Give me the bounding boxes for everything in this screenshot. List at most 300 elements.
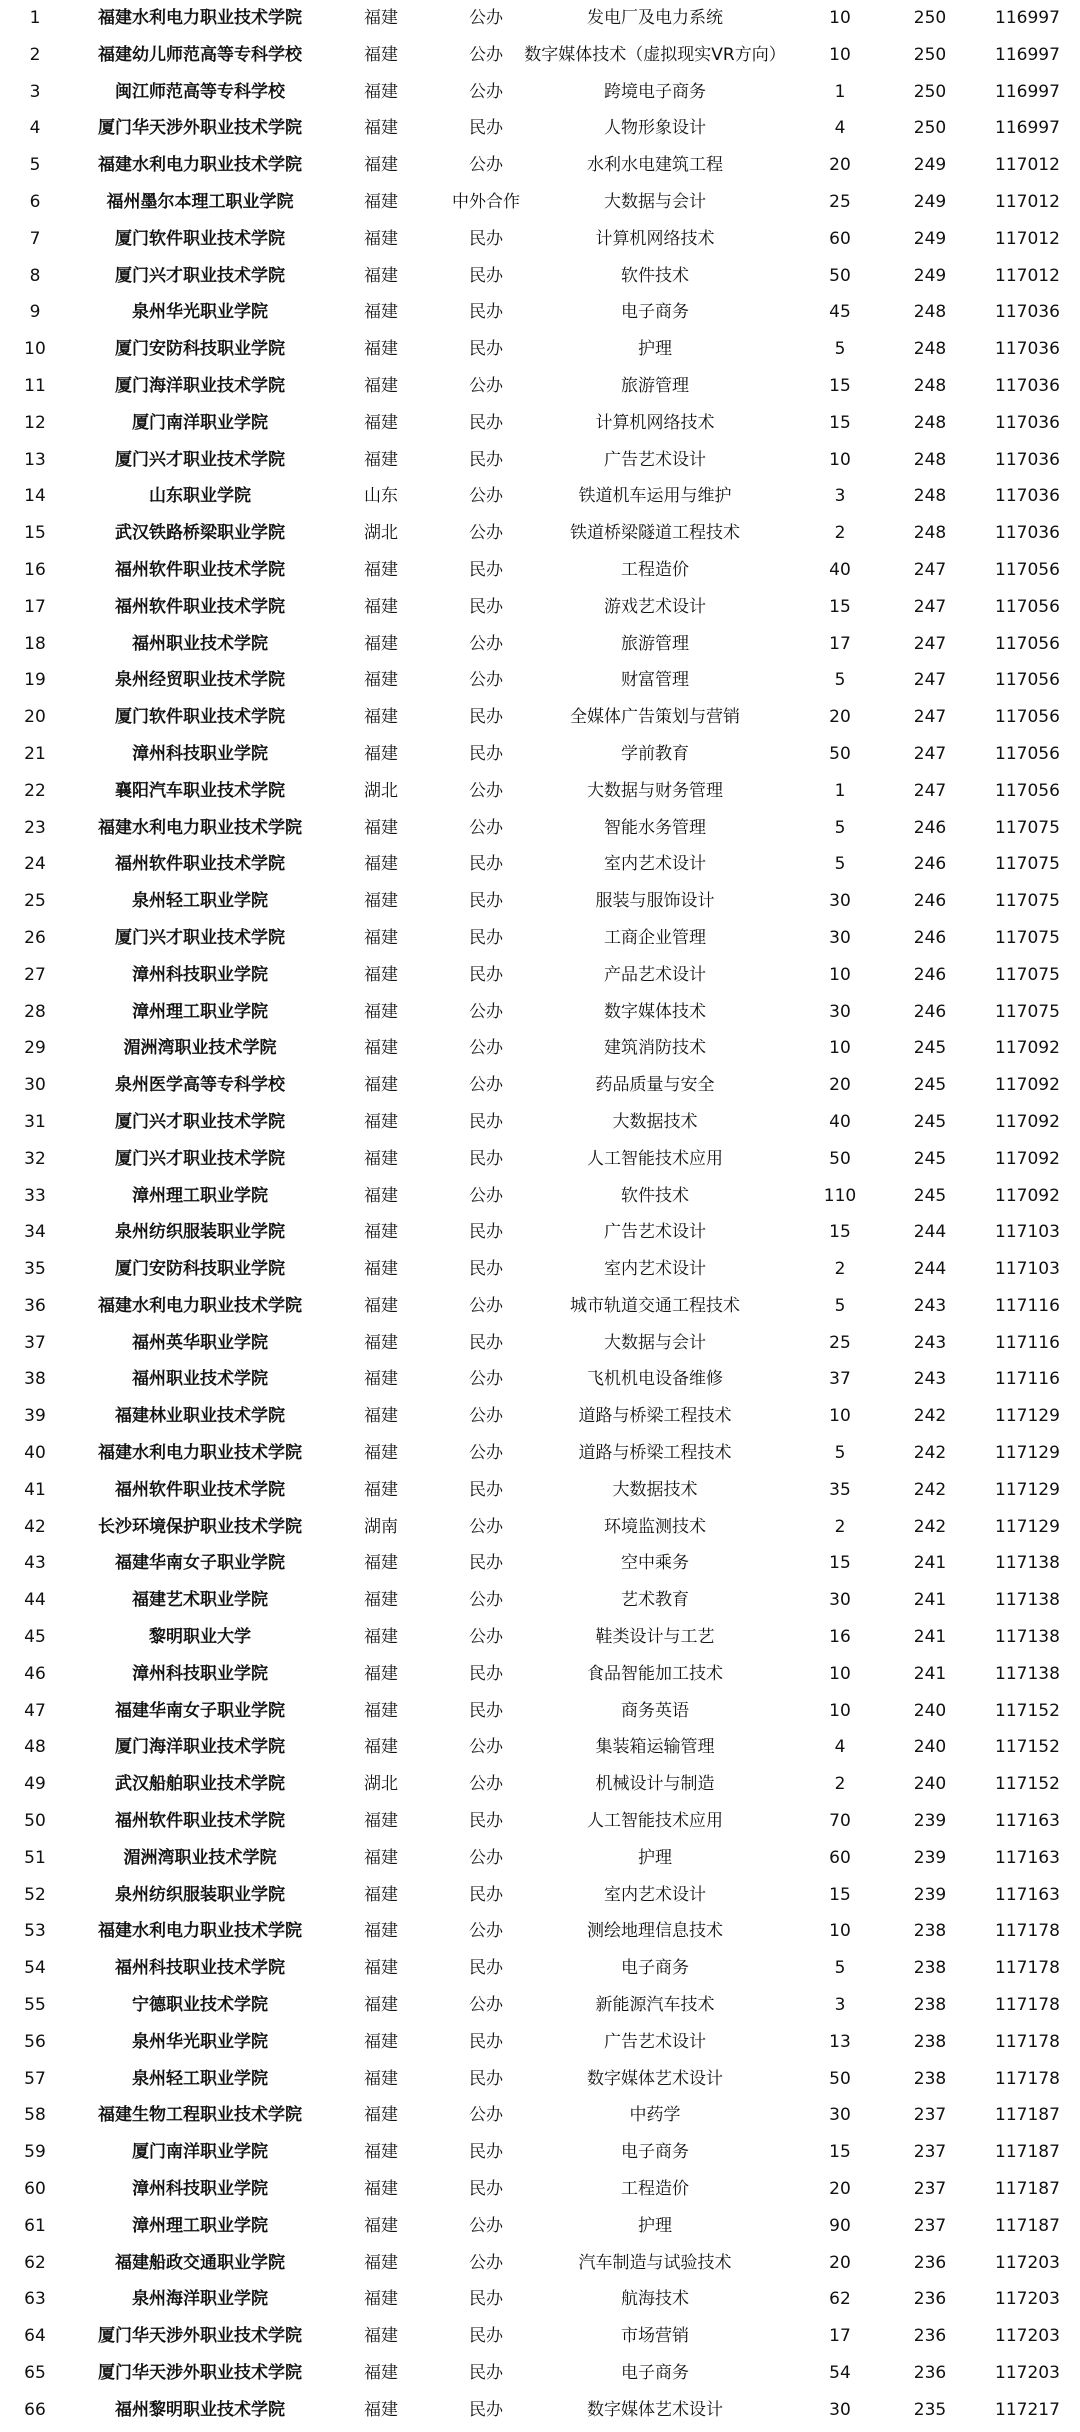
min-rank: 117075 [995,891,1060,912]
school-type: 公办 [469,1737,503,1758]
table-row [0,736,1080,773]
plan-count: 4 [834,1737,846,1758]
plan-count: 5 [834,670,846,691]
province: 福建 [364,8,398,28]
province: 福建 [364,1075,398,1096]
province: 山东 [364,486,398,507]
school-name: 武汉船舶职业技术学院 [115,1774,285,1795]
min-rank: 117036 [995,302,1060,323]
min-rank: 117178 [995,1958,1060,1979]
plan-count: 30 [829,1590,851,1611]
major-name: 城市轨道交通工程技术 [570,1295,740,1316]
school-type: 民办 [469,2179,503,2200]
min-rank: 117092 [995,1148,1060,1169]
table-row [0,1729,1080,1766]
table-row [0,994,1080,1031]
major-name: 工程造价 [621,2179,689,2200]
table-row [0,110,1080,147]
min-rank: 117129 [995,1406,1060,1427]
min-rank: 117116 [995,1295,1060,1316]
province: 福建 [364,1627,398,1648]
school-type: 民办 [469,2326,503,2347]
row-index: 6 [29,191,41,212]
table-row [0,1545,1080,1582]
plan-count: 40 [829,559,851,580]
min-rank: 117129 [995,1479,1060,1500]
min-score: 238 [913,1958,947,1979]
table-row [0,1435,1080,1472]
plan-count: 3 [834,1995,846,2016]
plan-count: 10 [829,1700,851,1721]
table-row [0,1251,1080,1288]
school-type: 民办 [469,449,503,470]
major-name: 计算机网络技术 [595,412,715,433]
province: 福建 [364,596,398,617]
school-name: 湄洲湾职业技术学院 [123,1038,277,1059]
province: 福建 [364,854,398,875]
school-name: 漳州科技职业学院 [132,1663,268,1684]
major-name: 室内艺术设计 [604,1259,706,1280]
major-name: 空中乘务 [621,1553,689,1574]
plan-count: 2 [834,1259,846,1280]
major-name: 数字媒体技术 [604,1001,706,1022]
min-score: 238 [913,2068,947,2089]
row-index: 17 [24,596,46,617]
min-score: 236 [913,2289,947,2310]
table-row [0,552,1080,589]
row-index: 19 [24,670,46,691]
min-score: 240 [913,1774,947,1795]
min-rank: 117056 [995,596,1060,617]
row-index: 12 [24,412,46,433]
province: 福建 [364,1847,398,1868]
school-name: 泉州纺织服装职业学院 [115,1884,285,1905]
table-row [0,331,1080,368]
province: 福建 [364,2068,398,2089]
school-name: 福建船政交通职业学院 [115,2252,285,2273]
table-row [0,1214,1080,1251]
table-row [0,1693,1080,1730]
min-rank: 117036 [995,412,1060,433]
row-index: 59 [24,2142,46,2163]
min-score: 249 [913,191,947,212]
table-row [0,1178,1080,1215]
row-index: 10 [24,339,46,360]
major-name: 人工智能技术应用 [587,1148,723,1169]
school-name: 漳州科技职业学院 [132,743,268,764]
table-row [0,2097,1080,2134]
row-index: 11 [24,375,46,396]
major-name: 中药学 [629,2105,681,2126]
min-score: 240 [913,1737,947,1758]
school-type: 民办 [469,1222,503,1243]
row-index: 8 [29,265,41,286]
plan-count: 20 [829,707,851,728]
row-index: 18 [24,633,46,654]
table-row [0,258,1080,295]
school-name: 福州墨尔本理工职业学院 [106,191,294,212]
min-rank: 117056 [995,743,1060,764]
school-name: 福州职业技术学院 [132,1369,268,1390]
row-index: 50 [24,1811,46,1832]
row-index: 61 [24,2215,46,2236]
school-type: 民办 [469,1111,503,1132]
min-score: 245 [913,1148,947,1169]
min-score: 250 [913,118,947,139]
plan-count: 50 [829,2068,851,2089]
min-score: 241 [913,1663,947,1684]
school-type: 民办 [469,2399,503,2420]
plan-count: 30 [829,891,851,912]
school-name: 福建林业职业技术学院 [115,1406,285,1427]
province: 福建 [364,559,398,580]
major-name: 广告艺术设计 [604,1222,706,1243]
min-score: 236 [913,2326,947,2347]
major-name: 电子商务 [621,302,689,323]
row-index: 41 [24,1479,46,1500]
school-name: 福州软件职业技术学院 [115,559,285,580]
major-name: 人物形象设计 [604,118,706,139]
province: 福建 [364,1111,398,1132]
school-type: 公办 [469,1921,503,1942]
row-index: 9 [29,302,41,323]
table-row [0,1361,1080,1398]
row-index: 3 [29,81,41,102]
school-name: 泉州轻工职业学院 [132,2068,268,2089]
plan-count: 5 [834,1295,846,1316]
table-row [0,0,1080,37]
school-type: 公办 [469,817,503,838]
major-name: 数字媒体艺术设计 [587,2399,723,2420]
province: 福建 [364,1443,398,1464]
major-name: 护理 [638,1847,672,1868]
school-name: 福州科技职业技术学院 [115,1958,285,1979]
table-row [0,1619,1080,1656]
table-row [0,2392,1080,2429]
province: 福建 [364,81,398,102]
school-type: 公办 [469,1995,503,2016]
min-score: 246 [913,1001,947,1022]
major-name: 环境监测技术 [604,1516,706,1537]
school-type: 民办 [469,854,503,875]
table-row [0,1987,1080,2024]
province: 福建 [364,302,398,323]
school-name: 厦门安防科技职业学院 [115,1259,285,1280]
school-name: 泉州经贸职业技术学院 [115,670,285,691]
province: 福建 [364,1332,398,1353]
major-name: 新能源汽车技术 [595,1995,715,2016]
school-type: 公办 [469,670,503,691]
row-index: 27 [24,964,46,985]
table-row [0,1766,1080,1803]
school-type: 民办 [469,228,503,249]
row-index: 66 [24,2399,46,2420]
province: 福建 [364,412,398,433]
school-name: 襄阳汽车职业技术学院 [115,780,285,801]
school-type: 公办 [469,1185,503,1206]
plan-count: 25 [829,191,851,212]
major-name: 道路与桥梁工程技术 [578,1443,732,1464]
table-row [0,2245,1080,2282]
min-rank: 117138 [995,1663,1060,1684]
plan-count: 54 [829,2363,851,2383]
school-type: 公办 [469,1001,503,1022]
table-row [0,368,1080,405]
major-name: 旅游管理 [621,375,689,396]
plan-count: 10 [829,1038,851,1059]
row-index: 49 [24,1774,46,1795]
plan-count: 30 [829,1001,851,1022]
major-name: 道路与桥梁工程技术 [578,1406,732,1427]
plan-count: 16 [829,1627,851,1648]
plan-count: 17 [829,2326,851,2347]
plan-count: 40 [829,1111,851,1132]
school-name: 山东职业学院 [149,486,251,507]
min-rank: 117187 [995,2105,1060,2126]
min-rank: 117012 [995,191,1060,212]
min-rank: 117092 [995,1111,1060,1132]
plan-count: 45 [829,302,851,323]
school-type: 公办 [469,155,503,176]
school-name: 厦门海洋职业技术学院 [115,1737,285,1758]
table-row [0,478,1080,515]
min-score: 239 [913,1847,947,1868]
school-type: 公办 [469,1406,503,1427]
major-name: 计算机网络技术 [595,228,715,249]
school-name: 湄洲湾职业技术学院 [123,1847,277,1868]
major-name: 汽车制造与试验技术 [578,2252,732,2273]
plan-count: 30 [829,2105,851,2126]
major-name: 商务英语 [621,1700,689,1721]
major-name: 发电厂及电力系统 [587,8,723,28]
row-index: 25 [24,891,46,912]
major-name: 产品艺术设计 [604,964,706,985]
plan-count: 17 [829,633,851,654]
province: 福建 [364,891,398,912]
major-name: 跨境电子商务 [604,81,706,102]
row-index: 7 [29,228,41,249]
major-name: 药品质量与安全 [595,1075,715,1096]
plan-count: 1 [834,81,846,102]
school-name: 福建艺术职业学院 [132,1590,268,1611]
min-rank: 117012 [995,155,1060,176]
major-name: 工商企业管理 [604,927,706,948]
min-rank: 117203 [995,2326,1060,2347]
min-rank: 117012 [995,265,1060,286]
min-score: 242 [913,1443,947,1464]
school-type: 民办 [469,1479,503,1500]
table-row [0,773,1080,810]
row-index: 14 [24,486,46,507]
school-type: 民办 [469,1700,503,1721]
row-index: 53 [24,1921,46,1942]
row-index: 44 [24,1590,46,1611]
school-type: 民办 [469,927,503,948]
province: 湖北 [364,1774,398,1795]
min-score: 248 [913,375,947,396]
table-row [0,1656,1080,1693]
school-type: 公办 [469,523,503,544]
plan-count: 4 [834,118,846,139]
min-score: 247 [913,670,947,691]
school-type: 公办 [469,1627,503,1648]
min-rank: 117152 [995,1737,1060,1758]
province: 福建 [364,707,398,728]
row-index: 39 [24,1406,46,1427]
row-index: 20 [24,707,46,728]
school-type: 民办 [469,1148,503,1169]
province: 福建 [364,2142,398,2163]
school-type: 民办 [469,596,503,617]
min-rank: 117103 [995,1222,1060,1243]
min-score: 247 [913,743,947,764]
plan-count: 10 [829,449,851,470]
min-score: 247 [913,707,947,728]
province: 福建 [364,1369,398,1390]
row-index: 55 [24,1995,46,2016]
min-score: 236 [913,2363,947,2383]
major-name: 大数据技术 [612,1111,698,1132]
table-row [0,2318,1080,2355]
school-type: 民办 [469,412,503,433]
min-score: 240 [913,1700,947,1721]
school-type: 民办 [469,1332,503,1353]
school-name: 泉州华光职业学院 [132,302,268,323]
school-type: 公办 [469,1516,503,1537]
plan-count: 13 [829,2031,851,2052]
major-name: 软件技术 [621,265,689,286]
province: 湖北 [364,523,398,544]
school-type: 民办 [469,2068,503,2089]
school-type: 民办 [469,2142,503,2163]
min-score: 241 [913,1553,947,1574]
major-name: 飞机机电设备维修 [587,1369,723,1390]
min-rank: 117103 [995,1259,1060,1280]
school-name: 漳州理工职业学院 [132,1001,268,1022]
min-score: 249 [913,265,947,286]
table-row [0,662,1080,699]
school-type: 公办 [469,486,503,507]
school-name: 福州软件职业技术学院 [115,596,285,617]
row-index: 13 [24,449,46,470]
province: 福建 [364,2363,398,2383]
min-score: 237 [913,2215,947,2236]
school-type: 民办 [469,1811,503,1832]
province: 福建 [364,2105,398,2126]
province: 福建 [364,1406,398,1427]
province: 福建 [364,2326,398,2347]
province: 湖北 [364,780,398,801]
min-rank: 117075 [995,854,1060,875]
min-score: 237 [913,2105,947,2126]
province: 福建 [364,2215,398,2236]
table-row [0,626,1080,663]
school-name: 厦门南洋职业学院 [132,412,268,433]
school-name: 福建幼儿师范高等专科学校 [98,44,302,65]
plan-count: 20 [829,2179,851,2200]
row-index: 16 [24,559,46,580]
plan-count: 2 [834,1516,846,1537]
school-type: 公办 [469,81,503,102]
plan-count: 5 [834,339,846,360]
row-index: 36 [24,1295,46,1316]
min-score: 248 [913,486,947,507]
row-index: 47 [24,1700,46,1721]
school-name: 福州软件职业技术学院 [115,1811,285,1832]
min-rank: 117075 [995,927,1060,948]
table-row [0,2024,1080,2061]
school-name: 厦门兴才职业技术学院 [115,449,285,470]
min-rank: 117036 [995,375,1060,396]
min-score: 250 [913,81,947,102]
min-score: 241 [913,1590,947,1611]
plan-count: 20 [829,155,851,176]
min-score: 239 [913,1811,947,1832]
plan-count: 10 [829,1921,851,1942]
min-score: 249 [913,228,947,249]
plan-count: 50 [829,743,851,764]
school-type: 民办 [469,2289,503,2310]
min-score: 241 [913,1627,947,1648]
table-row [0,699,1080,736]
plan-count: 90 [829,2215,851,2236]
min-score: 243 [913,1295,947,1316]
school-name: 厦门华天涉外职业技术学院 [98,2326,302,2347]
school-type: 民办 [469,2031,503,2052]
min-rank: 117056 [995,780,1060,801]
plan-count: 10 [829,44,851,65]
school-name: 厦门华天涉外职业技术学院 [98,2363,302,2383]
row-index: 40 [24,1443,46,1464]
table-row [0,1030,1080,1067]
school-name: 福建水利电力职业技术学院 [98,155,302,176]
school-name: 福建华南女子职业学院 [115,1553,285,1574]
table-row [0,957,1080,994]
table-row [0,2208,1080,2245]
min-rank: 117203 [995,2289,1060,2310]
table-row [0,2171,1080,2208]
table-row [0,294,1080,331]
row-index: 33 [24,1185,46,1206]
plan-count: 30 [829,2399,851,2420]
province: 福建 [364,228,398,249]
school-type: 民办 [469,1553,503,1574]
school-name: 泉州海洋职业学院 [132,2289,268,2310]
major-name: 鞋类设计与工艺 [595,1627,715,1648]
school-name: 闽江师范高等专科学校 [115,81,285,102]
province: 福建 [364,1590,398,1611]
row-index: 24 [24,854,46,875]
table-row [0,1325,1080,1362]
plan-count: 5 [834,1443,846,1464]
table-row [0,2355,1080,2392]
table-row [0,221,1080,258]
min-rank: 117092 [995,1075,1060,1096]
school-type: 公办 [469,1590,503,1611]
min-score: 242 [913,1406,947,1427]
row-index: 15 [24,523,46,544]
school-name: 漳州科技职业学院 [132,964,268,985]
min-rank: 117056 [995,633,1060,654]
province: 福建 [364,1811,398,1832]
major-name: 数字媒体技术（虚拟现实VR方向） [524,44,786,65]
province: 福建 [364,1222,398,1243]
school-name: 泉州轻工职业学院 [132,891,268,912]
major-name: 测绘地理信息技术 [587,1921,723,1942]
plan-count: 30 [829,927,851,948]
province: 福建 [364,2179,398,2200]
major-name: 护理 [638,339,672,360]
